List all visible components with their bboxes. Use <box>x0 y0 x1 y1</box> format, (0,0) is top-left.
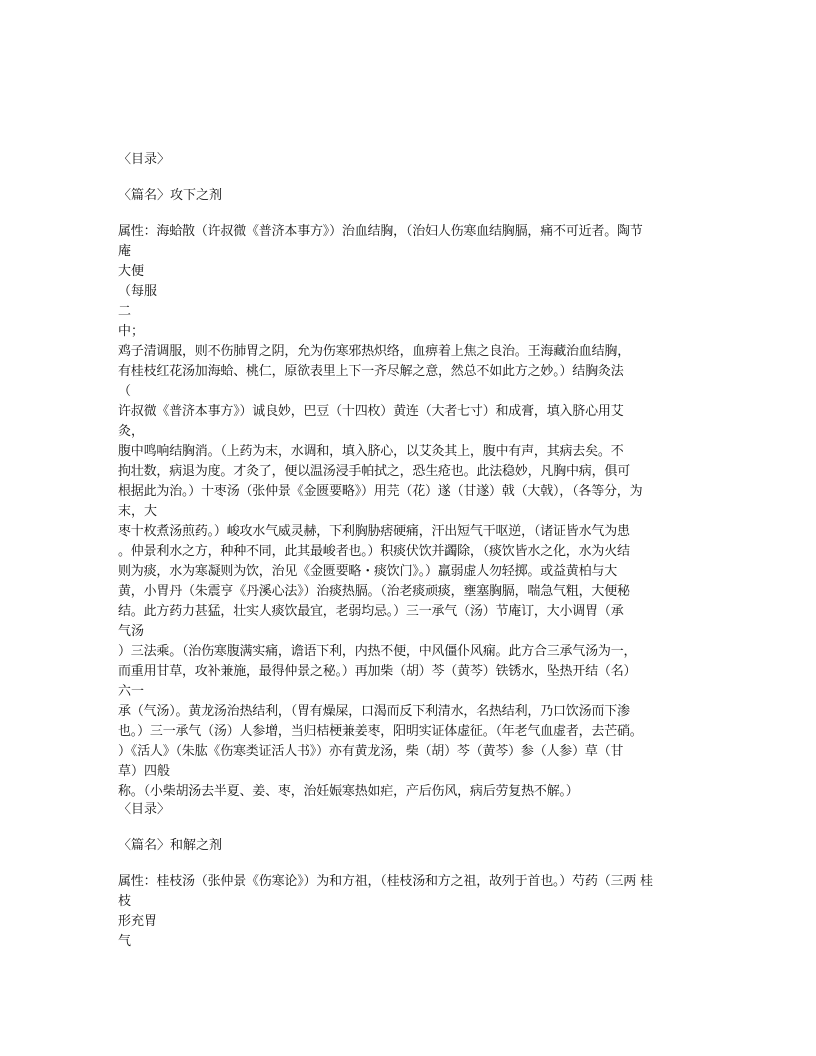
section-hejie-body <box>118 872 700 952</box>
toc-heading: 〈目录〉 <box>118 802 171 817</box>
body-line: 则为痰，水为寒凝则为饮，治见《金匮要略・痰饮门》。）羸弱虚人勿轻掷。或益黄柏与大 <box>118 564 618 579</box>
body-line: 黄，小胃丹（朱震亨《丹溪心法》）治痰热膈。（治老痰顽痰，壅塞胸膈，喘急气粗，大便秘 <box>118 584 630 599</box>
body-line: 属性：桂枝汤（张仲景《伤寒论》）为和方祖，（桂枝汤和方之祖，故列于首也。）芍药（三两 桂 <box>118 874 653 889</box>
body-line: （ <box>118 384 132 399</box>
section-gongxia-title-wrap <box>118 186 700 206</box>
body-line: 六一 <box>118 684 145 699</box>
chapter-title: 〈篇名〉攻下之剂 <box>118 188 223 203</box>
body-line: 中； <box>118 324 145 339</box>
body-line: 承（气汤）。黄龙汤治热结利，（胃有燥屎，口渴而反下利清水，名热结利，乃口饮汤而下渗 <box>118 704 630 719</box>
section-gongxia <box>118 150 700 170</box>
body-line: 许叔微《普济本事方》）诚良妙，巴豆（十四枚）黄连（大者七寸）和成膏，填入脐心用艾 <box>118 404 624 419</box>
body-line: 称。（小柴胡汤去半夏、姜、枣，治妊娠寒热如疟，产后伤风，病后劳复热不解。） <box>118 784 579 799</box>
body-line: （每服 <box>118 284 158 299</box>
body-line: 腹中鸣响结胸消。（上药为末，水调和，填入脐心，以艾灸其上，腹中有声，其病去矣。不 <box>118 444 624 459</box>
body-line: ）《活人》（朱肱《伤寒类证活人书》）亦有黄龙汤，柴（胡）芩（黄芩）参（人参）草（甘 <box>118 744 624 759</box>
body-line: 鸡子清调服，则不伤肺胃之阴，允为伤寒邪热炽络，血痹着上焦之良治。王海藏治血结胸， <box>118 344 631 359</box>
body-line: 属性：海蛤散（许叔微《普济本事方》）治血结胸，（治妇人伤寒血结胸膈，痛不可近者。陶节 <box>118 224 643 239</box>
body-line: 枝 <box>118 894 132 909</box>
body-line: 也。）三一承气（汤）人参增，当归桔梗兼姜枣，阳明实证体虚征。（年老气血虚者，去芒硝。 <box>118 724 643 739</box>
body-line: 灸， <box>118 424 145 439</box>
body-line: 有桂枝红花汤加海蛤、桃仁，原欲表里上下一齐尽解之意，然总不如此方之妙。）结胸灸法 <box>118 364 624 379</box>
body-line: 而重用甘草，攻补兼施，最得仲景之秘。）再加柴（胡）芩（黄芩）铁锈水，坠热开结（名） <box>118 664 637 679</box>
body-line: 气 <box>118 934 132 949</box>
body-line: 庵 <box>118 244 132 259</box>
body-line: 根据此为治。）十枣汤（张仲景《金匮要略》）用芫（花）遂（甘遂）戟（大戟），（各等分，为 <box>118 484 643 499</box>
section-hejie <box>118 800 700 820</box>
body-line: 结。此方药力甚猛，壮实人痰饮最宜，老弱均忌。）三一承气（汤）节庵订，大小调胃（承 <box>118 604 624 619</box>
toc-heading: 〈目录〉 <box>118 152 171 167</box>
body-line: ）三法乘。（治伤寒腹满实痛，谵语下利，内热不便，中风僵仆风痫。此方合三承气汤为一， <box>118 644 637 659</box>
body-line: 枣十枚煮汤煎药。）峻攻水气威灵赫，下利胸胁痞硬痛，汗出短气干呕逆，（诸证皆水气为患 <box>118 524 630 539</box>
section-gongxia-body <box>118 222 700 802</box>
body-line: 大便 <box>118 264 145 279</box>
chapter-title: 〈篇名〉和解之剂 <box>118 838 223 853</box>
section-hejie-title-wrap <box>118 836 700 856</box>
body-line: 气汤 <box>118 624 145 639</box>
body-line: 末，大 <box>118 504 158 519</box>
body-line: 。仲景利水之方，种种不同，此其最峻者也。）积痰伏饮并蠲除，（痰饮皆水之化，水为火结 <box>118 544 630 559</box>
body-line: 拘壮数，病退为度。才灸了，便以温汤浸手帕拭之，恐生疮也。此法稳妙，凡胸中病，俱可 <box>118 464 631 479</box>
body-line: 二 <box>118 304 132 319</box>
body-line: 草）四般 <box>118 764 171 779</box>
body-line: 形充胃 <box>118 914 158 929</box>
